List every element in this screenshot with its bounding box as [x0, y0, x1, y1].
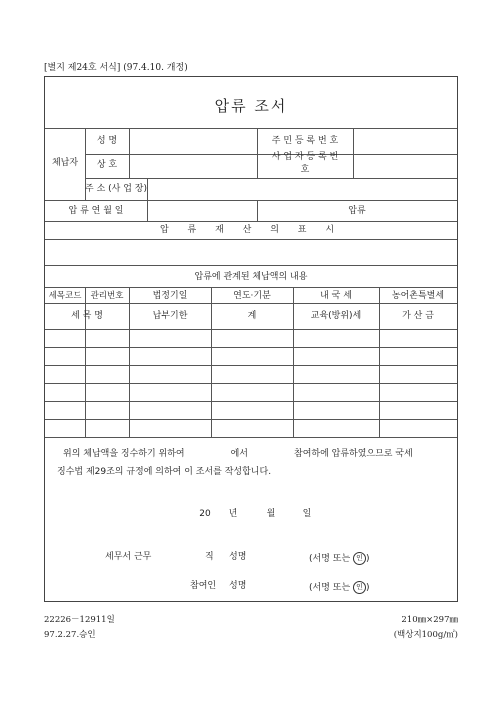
seal-icon: 인: [353, 581, 366, 594]
date-day-label: 일: [302, 509, 312, 519]
signature-label: (서명 또는: [309, 554, 351, 564]
signature-label: (서명 또는: [309, 583, 351, 593]
signature-field[interactable]: [309, 552, 370, 565]
divider: [379, 287, 380, 437]
page-title: 압류 조서: [214, 97, 288, 115]
address-label: 주 소 (사 업 장): [85, 184, 147, 194]
arrears-section-title: 압류에 관계된 체납액의 내용: [194, 272, 308, 282]
divider: [45, 383, 457, 384]
divider: [45, 128, 457, 129]
signature-close: ): [366, 583, 370, 593]
statement-part1: 위의 체납액을 징수하기 위하여: [63, 449, 185, 459]
divider: [353, 128, 354, 178]
paper-size: 210㎜×297㎜: [401, 615, 458, 625]
seal-icon: 인: [353, 552, 366, 565]
column-header: 법정기일: [152, 291, 188, 301]
divider: [211, 287, 212, 437]
date-month-label: 월: [266, 509, 276, 519]
divider: [85, 287, 86, 437]
witness-name-label: 성명: [229, 581, 247, 591]
divider: [293, 287, 294, 437]
column-header: 세목코드: [48, 291, 82, 301]
tax-office-label: 세무서 근무: [105, 552, 152, 562]
name-label: 성 명: [96, 136, 118, 146]
business-number-label-line1: 사 업 자 등 록 번: [271, 152, 339, 162]
divider: [129, 128, 130, 178]
divider: [45, 221, 457, 222]
column-header: 내 국 세: [320, 291, 352, 301]
column-header: 연도·기분: [233, 291, 271, 301]
business-number-label-line2: 호: [300, 165, 310, 175]
divider: [45, 265, 457, 266]
resident-number-label: 주 민 등 록 번 호: [271, 136, 339, 146]
divider: [45, 437, 457, 438]
divider: [45, 419, 457, 420]
divider: [45, 347, 457, 348]
witness-signature-field[interactable]: [309, 581, 370, 594]
divider: [147, 178, 148, 200]
divider: [45, 200, 457, 201]
column-header: 관리번호: [90, 291, 124, 301]
divider: [45, 365, 457, 366]
statement-text: [57, 445, 449, 481]
taxpayer-label: 체납자: [51, 158, 79, 168]
column-header: 세 목 명: [71, 311, 103, 321]
form-number-note: [별지 제24호 서식] (97.4.10. 개정): [44, 63, 188, 73]
divider: [129, 287, 130, 437]
seizure-date-label: 압 류 연 월 일: [68, 206, 124, 216]
witness-label: 참여인: [190, 581, 217, 591]
trade-name-label: 상 호: [96, 160, 118, 170]
signature-close: ): [366, 554, 370, 564]
statement-line2: 징수법 제29조의 규정에 의하여 이 조서를 작성합니다.: [57, 467, 272, 477]
position-label: 직: [205, 552, 214, 562]
divider: [45, 401, 457, 402]
property-display-label: 압 류 재 산 의 표 시: [159, 225, 343, 235]
seizure-place-label: 압류: [348, 206, 366, 216]
column-header: 교육(방위)세: [310, 311, 362, 321]
date-year-label: 년: [228, 509, 238, 519]
divider: [45, 287, 457, 288]
column-header: 납부기한: [152, 311, 188, 321]
statement-part3: 참여하에 압류하였으므로 국세: [294, 449, 413, 459]
column-header: 농어촌특별세: [391, 291, 445, 301]
form-code: 22226－12911일: [44, 615, 115, 625]
divider: [45, 329, 457, 330]
official-name-label: 성명: [229, 552, 247, 562]
seizure-report-form: [44, 76, 458, 602]
divider: [45, 303, 457, 304]
column-header: 가 산 금: [402, 311, 434, 321]
statement-part2: 에서: [230, 449, 248, 459]
divider: [85, 178, 457, 179]
approval-date: 97.2.27.승인: [44, 630, 96, 640]
divider: [147, 200, 148, 221]
divider: [45, 239, 457, 240]
column-header: 계: [247, 311, 257, 321]
date-year-prefix: 20: [199, 509, 211, 519]
paper-type: (백상지100g/㎡): [393, 630, 458, 640]
